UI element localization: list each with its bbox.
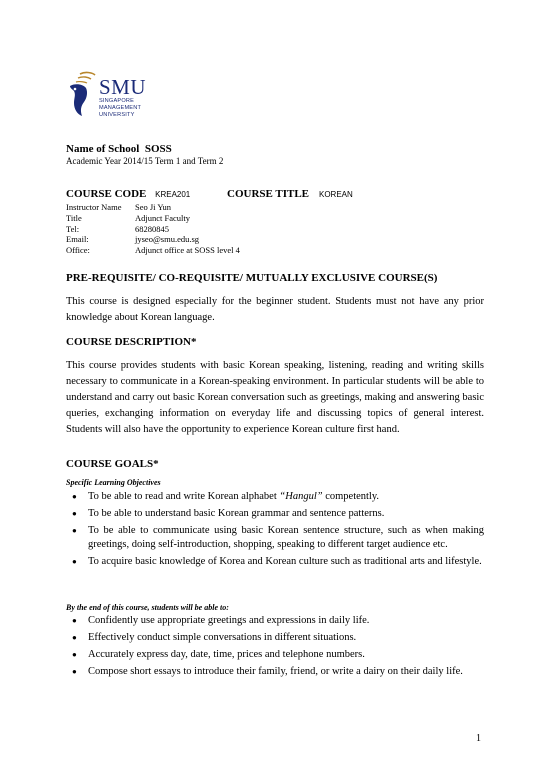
list-item <box>66 490 484 504</box>
instructor-row <box>66 213 484 224</box>
list-item: ● To be able to communicate using basic Korean sentence structure, such as when making greetings, doing self-introduction, shopping, speaking to different target audience etc. <box>66 524 484 552</box>
info-value: Adjunct office at SOSS level 4 <box>135 245 240 256</box>
info-value: Seo Ji Yun <box>135 202 172 212</box>
prereq-heading: PRE-REQUISITE/ CO-REQUISITE/ MUTUALLY EXCLUSIVE COURSE(S) <box>66 272 438 284</box>
info-value: 68280845 <box>135 223 169 234</box>
list-item: ● Effectively conduct simple conversations in different situations. <box>66 631 484 645</box>
objective-text: To be able to read and write Korean alphabet <box>88 491 280 502</box>
school-label: Name of School <box>66 143 140 155</box>
course-title-label: COURSE TITLE <box>227 188 310 200</box>
course-code-value: KREA201 <box>155 190 191 199</box>
info-label: Instructor Name <box>66 202 122 212</box>
description-heading: COURSE DESCRIPTION* <box>66 336 197 348</box>
instructor-row <box>66 234 484 245</box>
course-code-label: COURSE CODE <box>66 188 147 200</box>
smu-lion-emblem-icon <box>66 70 98 118</box>
list-item: ● Compose short essays to introduce their family, friend, or write a dairy on their daily life. <box>66 665 484 679</box>
info-label: Office: <box>66 245 90 256</box>
smu-logo <box>66 70 176 118</box>
page-number: 1 <box>476 733 481 744</box>
logo-subtitle <box>99 98 176 119</box>
school-value: SOSS <box>144 143 172 155</box>
info-label: Email: <box>66 234 89 245</box>
objective-text-end: competently. <box>322 491 380 502</box>
academic-year: Academic Year 2014/15 Term 1 and Term 2 <box>66 156 224 166</box>
info-label: Tel: <box>66 223 80 234</box>
instructor-info <box>66 202 484 256</box>
description-text: This course provides students with basic Korean speaking, listening, reading and writing skills necessary to communicate in a Korean-speaking environment. In particular students will be able to understand and carry out basic Korean conversation such as greetings, making and answering basic queries, exchanging information on everyday life and discussing topics of general interest. Students will also have the opportunity to experience Korean culture first hand. <box>66 360 484 435</box>
prereq-text: This course is designed especially for the beginner student. Students must not have any prior knowledge about Korean language. <box>66 296 484 323</box>
hangul-term: “Hangul” <box>279 491 323 502</box>
list-item: ● Accurately express day, date, time, prices and telephone numbers. <box>66 648 484 662</box>
list-item: ● To acquire basic knowledge of Korea and Korean culture such as traditional arts and lifestyle. <box>66 555 484 569</box>
instructor-row <box>66 202 484 213</box>
objectives-list <box>66 490 484 572</box>
outcomes-label: By the end of this course, students will be able to: <box>66 603 229 612</box>
info-value: jyseo@smu.edu.sg <box>135 234 200 245</box>
goals-heading: COURSE GOALS* <box>66 458 159 470</box>
logo-subtitle-line-2: UNIVERSITY <box>99 112 135 118</box>
list-item: ● To be able to understand basic Korean grammar and sentence patterns. <box>66 507 484 521</box>
outcomes-list <box>66 614 484 682</box>
logo-wordmark: SMU <box>99 75 147 99</box>
info-label: Title <box>66 212 82 223</box>
info-value: Adjunct Faculty <box>135 212 191 223</box>
school-name <box>66 143 484 155</box>
course-code-title-row <box>66 188 484 200</box>
list-item: ● Confidently use appropriate greetings and expressions in daily life. <box>66 614 484 628</box>
course-title-value: KOREAN <box>319 190 353 199</box>
instructor-row <box>66 245 484 256</box>
logo-subtitle-line-1: SINGAPORE MANAGEMENT <box>99 98 142 111</box>
instructor-row <box>66 224 484 235</box>
specific-objectives-label: Specific Learning Objectives <box>66 478 161 487</box>
